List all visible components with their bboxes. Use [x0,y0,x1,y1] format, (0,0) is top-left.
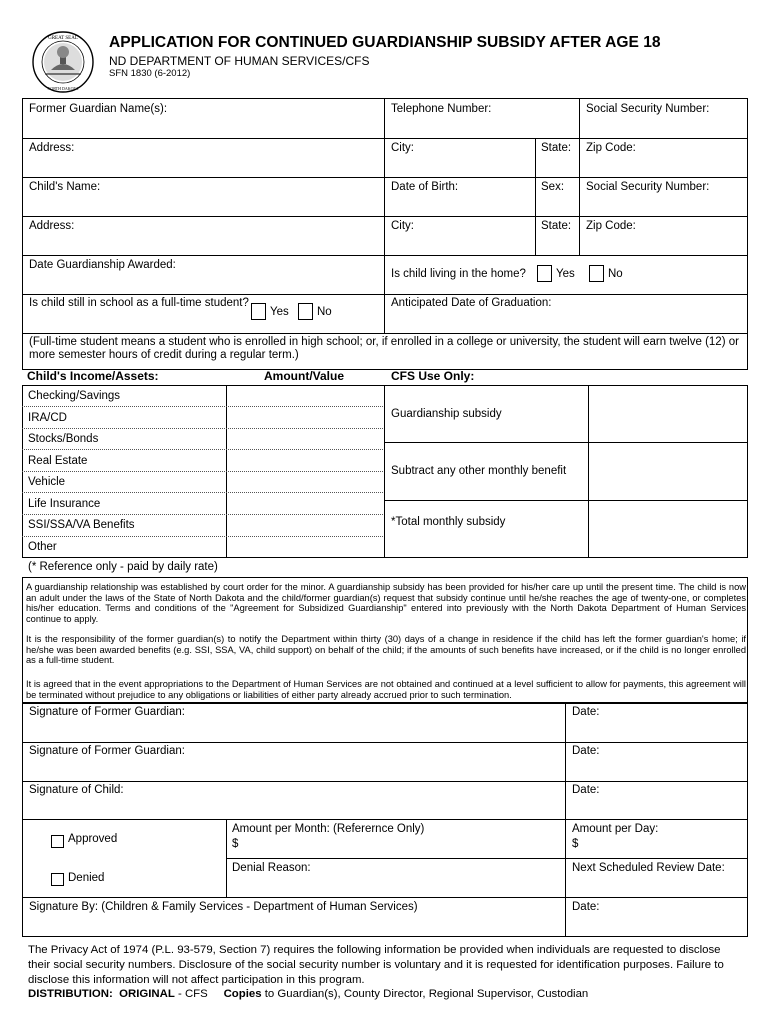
state-seal-logo [31,30,95,94]
living-home-yes-label: Yes [556,268,575,280]
income-row-label: Real Estate [28,455,88,467]
guardian-state-field[interactable]: State: [541,142,572,154]
cfs-heading: CFS Use Only: [391,369,475,383]
income-row-label: Other [28,541,57,553]
svg-text:GREAT SEAL: GREAT SEAL [48,36,78,41]
svg-text:NORTH DAKOTA: NORTH DAKOTA [47,86,79,91]
child-zip-field[interactable]: Zip Code: [586,220,636,232]
child-city-field[interactable]: City: [391,220,414,232]
guardian-signature-field[interactable]: Signature of Former Guardian: [29,706,185,718]
income-row-label: IRA/CD [28,412,67,424]
guardian-signature-date[interactable]: Date: [572,745,600,757]
privacy-notice: The Privacy Act of 1974 (P.L. 93-579, Section 7) requires the following information be provided when individuals are requested to disclose their social security numbers. Disclosure of the social security number is voluntary and it is requested for identification purposes. Failure to disclose this information will not affect participation in this program. [28,944,724,986]
living-home-no-label: No [608,268,623,280]
telephone-field[interactable]: Telephone Number: [391,103,492,115]
guardian-city-field[interactable]: City: [391,142,414,154]
signature-table [22,703,748,820]
graduation-date-field[interactable]: Anticipated Date of Graduation: [391,297,552,309]
in-school-yes-label: Yes [270,306,289,318]
fulltime-student-note: (Full-time student means a student who is enrolled in high school; or, if enrolled in a college or university, the student will earn twelve (12) or more semester hours of credit during a regular term.) [29,336,739,361]
original-value: - CFS [178,988,208,1000]
living-home-question: Is child living in the home? [391,268,526,280]
cfs-signature-field[interactable]: Signature By: (Children & Family Services - Department of Human Services) [29,901,418,913]
child-signature-date[interactable]: Date: [572,784,600,796]
dollar-sign: $ [572,838,579,850]
income-row-label: Checking/Savings [28,390,121,402]
income-row-label: SSI/SSA/VA Benefits [28,519,135,531]
living-home-no-checkbox[interactable] [589,265,604,282]
distribution-line [28,988,588,1000]
child-state-field[interactable]: State: [541,220,572,232]
reference-note: (* Reference only - paid by daily rate) [28,561,218,573]
income-row-label: Life Insurance [28,498,101,510]
guardian-signature-field[interactable]: Signature of Former Guardian: [29,745,185,757]
child-signature-field[interactable]: Signature of Child: [29,784,124,796]
original-label: ORIGINAL [119,988,175,1000]
income-row-label: Stocks/Bonds [28,433,99,445]
denial-reason-field[interactable]: Denial Reason: [232,862,311,874]
decision-table [22,819,748,937]
department-name: ND DEPARTMENT OF HUMAN SERVICES/CFS [109,54,370,68]
date-awarded-field[interactable]: Date Guardianship Awarded: [29,259,176,271]
copies-label: Copies [223,988,262,1000]
agreement-paragraph: It is agreed that in the event appropriations to the Department of Human Services are not obtained and continued at a level sufficient to allow for payments, this agreement will be terminated without prejudice to any obligations or liabilities of either party already accrued prior to such termination. [26,679,746,700]
cfs-subsidy-label: Guardianship subsidy [391,408,502,420]
sex-field[interactable]: Sex: [541,181,565,193]
guardian-zip-field[interactable]: Zip Code: [586,142,636,154]
in-school-yes-checkbox[interactable] [251,303,266,320]
agreement-paragraph: It is the responsibility of the former guardian(s) to notify the Department within thirty (30) days of a change in residence if the child has left the former guardian's home; if he/she was been awarded benefits (e.g. SSI, SSA, VA, child support) on behalf of the child; if the amounts of such benefits have increased, or if the child is no longer enrolled as a full-time student. [26,634,746,666]
income-heading: Child's Income/Assets: [27,369,159,383]
in-school-question: Is child still in school as a full-time student? [29,297,249,309]
guardian-signature-date[interactable]: Date: [572,706,600,718]
child-ssn-field[interactable]: Social Security Number: [586,181,710,193]
living-home-yes-checkbox[interactable] [537,265,552,282]
denied-label: Denied [68,872,105,884]
dollar-sign: $ [232,838,239,850]
dob-field[interactable]: Date of Birth: [391,181,459,193]
amount-per-day-field[interactable]: Amount per Day: [572,823,659,835]
cfs-total-label: *Total monthly subsidy [391,516,506,528]
copies-value: to Guardian(s), County Director, Regional Supervisor, Custodian [264,988,589,1000]
form-number: SFN 1830 (6-2012) [109,68,191,79]
child-address-field[interactable]: Address: [29,220,75,232]
guardian-ssn-field[interactable]: Social Security Number: [586,103,710,115]
distribution-label: DISTRIBUTION: [28,988,113,1000]
next-review-date-field[interactable]: Next Scheduled Review Date: [572,862,725,874]
denied-checkbox[interactable] [51,873,64,886]
cfs-subtract-label: Subtract any other monthly benefit [391,465,567,477]
page-title: APPLICATION FOR CONTINUED GUARDIANSHIP SUBSIDY AFTER AGE 18 [109,34,661,51]
guardian-address-field[interactable]: Address: [29,142,75,154]
former-guardian-name-field[interactable]: Former Guardian Name(s): [29,103,168,115]
income-row-label: Vehicle [28,476,66,488]
in-school-no-label: No [317,306,332,318]
child-name-field[interactable]: Child's Name: [29,181,101,193]
approved-checkbox[interactable] [51,835,64,848]
cfs-signature-date[interactable]: Date: [572,901,600,913]
amount-per-month-field[interactable]: Amount per Month: (Referernce Only) [232,823,425,835]
amount-heading: Amount/Value [264,369,345,383]
agreement-paragraph: A guardianship relationship was established by court order for the minor. A guardianship subsidy has been provided for his/her care up until the present time. The child is now an adult under the laws of the State of North Dakota and the child/former guardian(s) request that subsidy continue until he/she reaches the age of twenty-one, or completes his/her education. Terms and conditions of the "Agreement for Subsidized Guardianship" entered into previously with the North Dakota Department of Human Services continue to apply. [26,582,746,624]
in-school-no-checkbox[interactable] [298,303,313,320]
approved-label: Approved [68,833,118,845]
